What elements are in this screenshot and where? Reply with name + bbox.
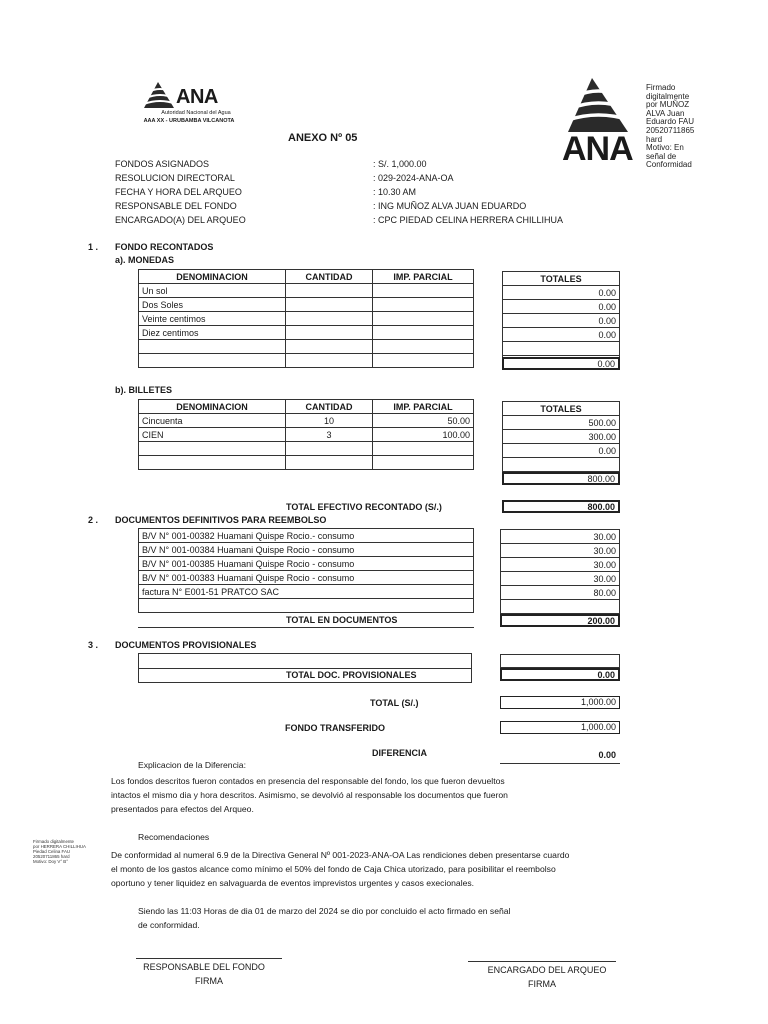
ana-wave-icon bbox=[140, 80, 180, 110]
info-label: RESPONSABLE DEL FONDO bbox=[115, 201, 237, 211]
cell-cantidad: 10 bbox=[286, 414, 373, 428]
info-value: : ING MUÑOZ ALVA JUAN EDUARDO bbox=[373, 201, 527, 211]
monedas-total: 0.00 bbox=[502, 357, 620, 370]
totals-header: TOTALES bbox=[503, 272, 620, 286]
cell-denominacion: CIEN bbox=[139, 428, 286, 442]
billetes-totals-table bbox=[502, 401, 620, 472]
provisionales-amount-cell bbox=[500, 654, 620, 668]
cell-document-amount bbox=[501, 600, 620, 614]
cell-imp-parcial bbox=[373, 312, 474, 326]
provisionales-table bbox=[138, 653, 472, 669]
cell-imp-parcial bbox=[373, 340, 474, 354]
text-line: 20520711865 bbox=[646, 125, 695, 135]
table-row bbox=[503, 416, 620, 430]
text-line: Motivo: En bbox=[646, 143, 684, 153]
cell-total: 300.00 bbox=[503, 430, 620, 444]
text-line: Firmado digitalmente bbox=[33, 839, 74, 844]
info-label: FECHA Y HORA DEL ARQUEO bbox=[115, 187, 242, 197]
cell-total bbox=[503, 342, 620, 356]
table-row bbox=[139, 326, 474, 340]
table-row bbox=[501, 586, 620, 600]
provisional-row bbox=[139, 654, 472, 669]
divider bbox=[138, 627, 474, 628]
total-value: 1,000.00 bbox=[500, 696, 620, 709]
cell-imp-parcial bbox=[373, 456, 474, 470]
digital-signature-stamp bbox=[646, 84, 706, 170]
section2-number: 2 . bbox=[88, 515, 99, 525]
cell-denominacion: Un sol bbox=[139, 284, 286, 298]
diferencia-value: 0.00 bbox=[598, 750, 616, 760]
table-row bbox=[139, 585, 474, 599]
left-signature-line bbox=[136, 958, 282, 959]
right-signature-role: ENCARGADO DEL ARQUEO bbox=[487, 965, 607, 975]
cell-denominacion bbox=[139, 442, 286, 456]
table-row bbox=[139, 428, 474, 442]
total-label: TOTAL (S/.) bbox=[370, 698, 419, 708]
text-line: hard bbox=[646, 134, 663, 144]
text-line: presentados para efectos del Arqueo. bbox=[111, 804, 254, 814]
cell-imp-parcial bbox=[373, 442, 474, 456]
cell-total: 0.00 bbox=[503, 300, 620, 314]
table-row bbox=[139, 414, 474, 428]
cell-total bbox=[503, 458, 620, 472]
total-efectivo-value: 800.00 bbox=[502, 500, 620, 513]
diferencia-underline bbox=[500, 763, 620, 764]
ana-large-text: ANA bbox=[562, 130, 633, 168]
cell-total: 0.00 bbox=[503, 444, 620, 458]
totals-header: TOTALES bbox=[503, 402, 620, 416]
text-line: Los fondos descritos fueron contados en presencia del responsable del fondo, los que fueron devueltos bbox=[111, 776, 505, 786]
text-line: 20520711865 hard bbox=[33, 854, 70, 859]
fondo-transferido-value: 1,000.00 bbox=[500, 721, 620, 734]
cell-imp-parcial: 50.00 bbox=[373, 414, 474, 428]
cell-cantidad bbox=[286, 340, 373, 354]
cell-cantidad bbox=[286, 298, 373, 312]
documentos-amounts-table bbox=[500, 529, 620, 614]
ana-large-wave-icon bbox=[562, 76, 634, 134]
text-line: intactos el mismo dia y hora descritos. Asimismo, se devolvió al responsable los documentos que fueron bbox=[111, 790, 508, 800]
table-row bbox=[503, 300, 620, 314]
info-label: FONDOS ASIGNADOS bbox=[115, 159, 210, 169]
table-row bbox=[501, 530, 620, 544]
cell-denominacion: Cincuenta bbox=[139, 414, 286, 428]
table-row bbox=[503, 286, 620, 300]
cell-cantidad bbox=[286, 284, 373, 298]
closing-text bbox=[138, 904, 618, 932]
col-header-denominacion: DENOMINACION bbox=[139, 400, 286, 414]
ana-logo-text: ANA bbox=[176, 86, 218, 108]
table-row bbox=[139, 442, 474, 456]
section1-number: 1 . bbox=[88, 242, 99, 252]
documentos-table bbox=[138, 528, 474, 613]
table-row bbox=[501, 572, 620, 586]
ana-logo-large bbox=[560, 76, 640, 166]
recommendations-title: Recomendaciones bbox=[138, 832, 210, 842]
cell-total: 0.00 bbox=[503, 286, 620, 300]
cell-document-amount: 30.00 bbox=[501, 572, 620, 586]
monedas-totals-table bbox=[502, 271, 620, 370]
cell-imp-parcial: 100.00 bbox=[373, 428, 474, 442]
page-title: ANEXO Nº 05 bbox=[288, 132, 358, 144]
table-row bbox=[139, 599, 474, 613]
info-value: : CPC PIEDAD CELINA HERRERA CHILLIHUA bbox=[373, 215, 564, 225]
cell-cantidad bbox=[286, 442, 373, 456]
cell-document-amount: 80.00 bbox=[501, 586, 620, 600]
cell-denominacion bbox=[139, 340, 286, 354]
col-header-denominacion: DENOMINACION bbox=[139, 270, 286, 284]
cell-document-description: B/V N° 001-00384 Huamani Quispe Rocio - consumo bbox=[139, 543, 474, 557]
info-label: ENCARGADO(A) DEL ARQUEO bbox=[115, 215, 246, 225]
right-signature-label: FIRMA bbox=[528, 979, 556, 989]
info-value: : S/. 1,000.00 bbox=[373, 159, 427, 169]
col-header-imp-parcial: IMP. PARCIAL bbox=[373, 400, 474, 414]
text-line: Motivo: Doy V° B° bbox=[33, 859, 68, 864]
explanation-text bbox=[111, 774, 611, 816]
explanation-title: Explicacion de la Diferencia: bbox=[138, 760, 246, 770]
text-line: digitalmente bbox=[646, 91, 690, 101]
total-documentos-value: 200.00 bbox=[500, 614, 620, 627]
table-row bbox=[503, 444, 620, 458]
total-provisionales-value: 0.00 bbox=[500, 668, 620, 681]
cell-document-amount: 30.00 bbox=[501, 530, 620, 544]
cell-cantidad bbox=[286, 456, 373, 470]
table-row bbox=[501, 600, 620, 614]
text-line: señal de bbox=[646, 151, 677, 161]
table-row bbox=[139, 354, 474, 368]
text-line: Firmado bbox=[646, 83, 676, 92]
left-signature-label: FIRMA bbox=[195, 976, 223, 986]
cell-total: 0.00 bbox=[503, 328, 620, 342]
cell-imp-parcial bbox=[373, 298, 474, 312]
cell-denominacion: Dos Soles bbox=[139, 298, 286, 312]
cell-cantidad bbox=[286, 312, 373, 326]
text-line: Piedad Celina FAU bbox=[33, 849, 71, 854]
left-signature-role: RESPONSABLE DEL FONDO bbox=[143, 962, 265, 972]
text-line: por HERRERA CHILLIHUA bbox=[33, 844, 86, 849]
table-row bbox=[501, 558, 620, 572]
table-row bbox=[139, 529, 474, 543]
org-subunit: AAA XX - URUBAMBA VILCANOTA bbox=[143, 118, 235, 124]
cell-imp-parcial bbox=[373, 326, 474, 340]
section1-title: FONDO RECONTADOS bbox=[115, 242, 214, 252]
billetes-title: b). BILLETES bbox=[115, 385, 172, 395]
cell-total: 500.00 bbox=[503, 416, 620, 430]
table-row bbox=[503, 342, 620, 356]
diferencia-label: DIFERENCIA bbox=[372, 748, 428, 758]
cell-document-amount: 30.00 bbox=[501, 558, 620, 572]
text-line: Eduardo FAU bbox=[646, 117, 695, 127]
billetes-table bbox=[138, 399, 474, 470]
total-efectivo-label: TOTAL EFECTIVO RECONTADO (S/.) bbox=[286, 502, 442, 512]
left-digital-signature-stamp bbox=[33, 839, 103, 864]
monedas-table bbox=[138, 269, 474, 368]
cell-cantidad: 3 bbox=[286, 428, 373, 442]
cell-document-description: factura N° E001-51 PRATCO SAC bbox=[139, 585, 474, 599]
table-row bbox=[139, 284, 474, 298]
text-line: el monto de los gastos alcance como mínimo el 50% del fondo de Caja Chica utorizado, para posibilitar el reembolso bbox=[111, 864, 556, 874]
cell-document-description: B/V N° 001-00382 Huamani Quispe Rocio.- consumo bbox=[139, 529, 474, 543]
table-row bbox=[139, 298, 474, 312]
section3-number: 3 . bbox=[88, 640, 99, 650]
text-line: De conformidad al numeral 6.9 de la Directiva General Nº 001-2023-ANA-OA Las rendiciones deben presentarse cuardo bbox=[111, 850, 570, 860]
table-row bbox=[139, 543, 474, 557]
recommendations-text bbox=[111, 848, 611, 890]
text-line: ALVA Juan bbox=[646, 108, 685, 118]
table-row bbox=[501, 544, 620, 558]
text-line: oportuno y tener liquidez en salvaguarda de eventos imprevistos urgentes y casos execionales. bbox=[111, 878, 475, 888]
table-row bbox=[503, 430, 620, 444]
col-header-cantidad: CANTIDAD bbox=[286, 400, 373, 414]
table-row bbox=[503, 314, 620, 328]
cell-document-description: B/V N° 001-00383 Huamani Quispe Rocio - consumo bbox=[139, 571, 474, 585]
cell-document-description: B/V N° 001-00385 Huamani Quispe Rocio - consumo bbox=[139, 557, 474, 571]
section2-title: DOCUMENTOS DEFINITIVOS PARA REEMBOLSO bbox=[115, 515, 327, 525]
info-value: : 10.30 AM bbox=[373, 187, 417, 197]
table-row bbox=[139, 456, 474, 470]
text-line: por MUÑOZ bbox=[646, 100, 690, 110]
text-line: de conformidad. bbox=[138, 920, 200, 930]
cell-denominacion: Diez centimos bbox=[139, 326, 286, 340]
cell-denominacion bbox=[139, 354, 286, 368]
org-full-name: Autoridad Nacional del Agua bbox=[161, 110, 231, 116]
info-label: RESOLUCION DIRECTORAL bbox=[115, 173, 235, 183]
total-provisionales-label: TOTAL DOC. PROVISIONALES bbox=[286, 670, 417, 680]
fondo-transferido-label: FONDO TRANSFERIDO bbox=[285, 723, 385, 733]
cell-total: 0.00 bbox=[503, 314, 620, 328]
cell-imp-parcial bbox=[373, 354, 474, 368]
right-signature-line bbox=[468, 961, 616, 962]
col-header-imp-parcial: IMP. PARCIAL bbox=[373, 270, 474, 284]
info-value: : 029-2024-ANA-OA bbox=[373, 173, 454, 183]
text-line: Conformidad bbox=[646, 160, 692, 170]
col-header-cantidad: CANTIDAD bbox=[286, 270, 373, 284]
cell-cantidad bbox=[286, 354, 373, 368]
cell-cantidad bbox=[286, 326, 373, 340]
text-line: Siendo las 11:03 Horas de dia 01 de marzo del 2024 se dio por concluido el acto firmado en señal bbox=[138, 906, 511, 916]
table-row bbox=[503, 328, 620, 342]
cell-document-amount: 30.00 bbox=[501, 544, 620, 558]
table-row bbox=[139, 312, 474, 326]
section3-title: DOCUMENTOS PROVISIONALES bbox=[115, 640, 257, 650]
cell-imp-parcial bbox=[373, 284, 474, 298]
table-row bbox=[503, 458, 620, 472]
ana-logo-small bbox=[140, 80, 260, 130]
table-row bbox=[139, 571, 474, 585]
cell-document-description bbox=[139, 599, 474, 613]
table-row bbox=[139, 340, 474, 354]
total-documentos-label: TOTAL EN DOCUMENTOS bbox=[286, 615, 398, 625]
table-row bbox=[139, 557, 474, 571]
monedas-title: a). MONEDAS bbox=[115, 255, 175, 265]
billetes-total: 800.00 bbox=[502, 472, 620, 485]
cell-denominacion bbox=[139, 456, 286, 470]
cell-denominacion: Veinte centimos bbox=[139, 312, 286, 326]
